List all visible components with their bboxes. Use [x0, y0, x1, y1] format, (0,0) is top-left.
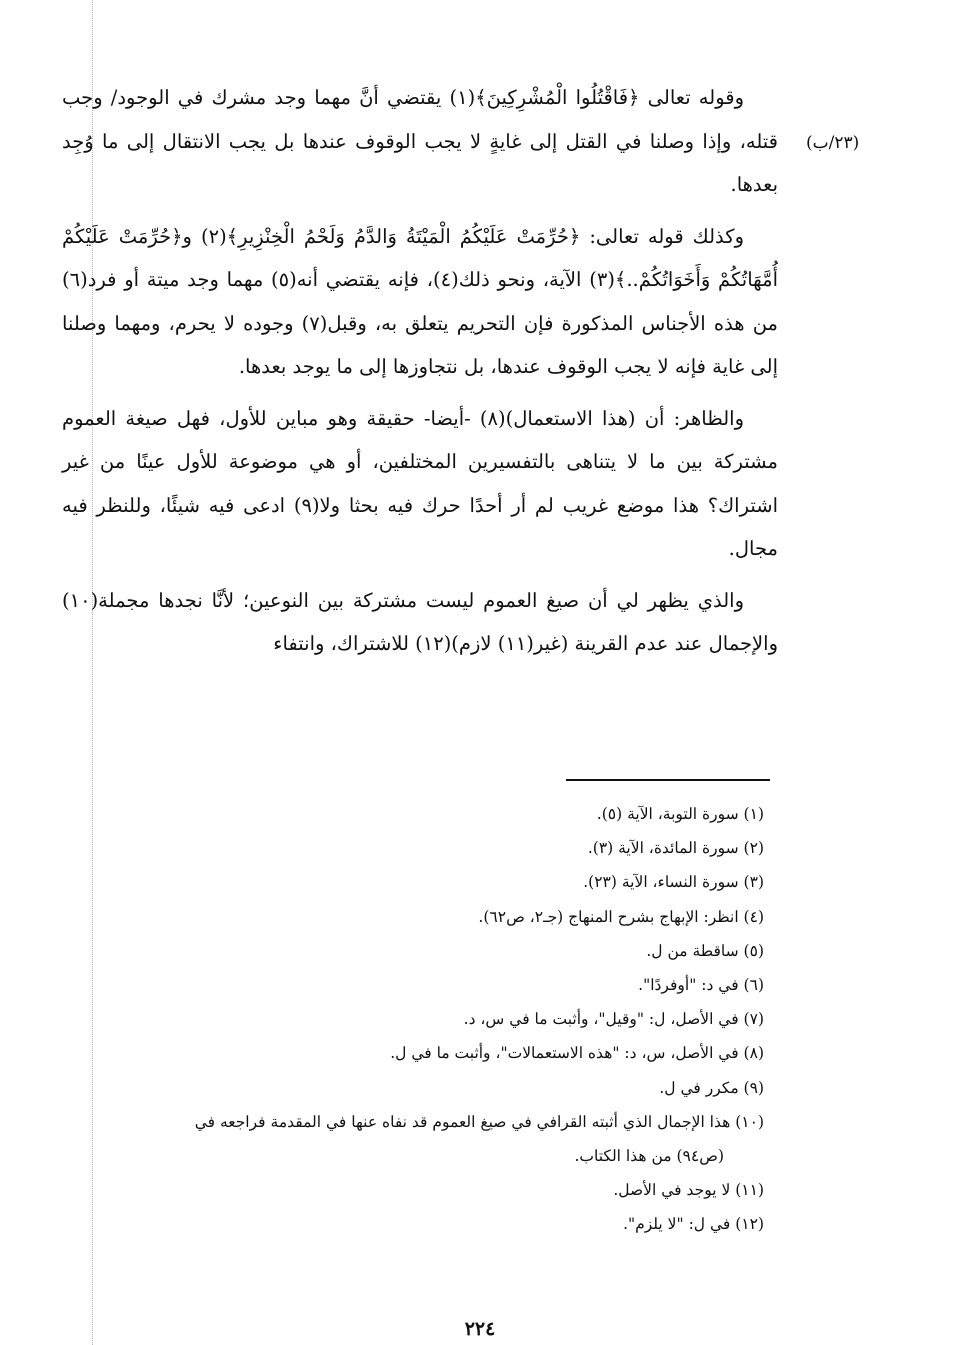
manuscript-folio-note: (٢٣/ب): [806, 133, 860, 153]
footnote-5: (٥) ساقطة من ل.: [646, 941, 764, 960]
page-number: ٢٢٤: [464, 1318, 496, 1340]
footnote-10: (١٠) هذا الإجمال الذي أثبته القرافي في صيغ العموم قد نفاه عنها في المقدمة فراجعه في: [194, 1112, 764, 1131]
footnote-10-continued: (ص٩٤) من هذا الكتاب.: [574, 1147, 724, 1166]
paragraph-4: والذي يظهر لي أن صيغ العموم ليست مشتركة بين النوعين؛ لأنَّا نجدها مجملة(١٠) والإجمال عند عدم القرينة (غير(١١) لازم)(١٢) للاشتراك، وانتفاء: [62, 588, 778, 655]
paragraph-2: وكذلك قوله تعالى: ﴿حُرِّمَتْ عَلَيْكُمُ الْمَيْتَةُ وَالدَّمُ وَلَحْمُ الْخِنْزِيرِ﴾(٢) و﴿حُرِّمَتْ عَلَيْكُمْ أُمَّهَاتُكُمْ وَأَخَوَاتُكُمْ..﴾(٣) الآية، ونحو ذلك(٤)، فإنه يقتضي أنه(٥) مهما وجد ميتة أو فرد(٦) من هذه الأجناس المذكورة فإن التحريم يتعلق به، وقبل(٧) وجوده لا يحرم، ومهما وصلنا إلى غاية فإنه لا يجب الوقوف عندها، بل نتجاوزها إلى ما يوجد بعدها.: [62, 224, 779, 378]
paragraph-1: وقوله تعالى ﴿فَاقْتُلُوا الْمُشْرِكِينَ﴾(١) يقتضي أنَّ مهما وجد مشرك في الوجود/ وجب قتله، وإذا وصلنا في القتل إلى غايةٍ لا يجب الوقوف عندها بل يجب الانتقال إلى ما وُجِد بعدها.: [62, 86, 778, 196]
footnote-separator: [566, 779, 770, 781]
footnote-11: (١١) لا يوجد في الأصل.: [613, 1181, 764, 1200]
footnote-4: (٤) انظر: الإبهاج بشرح المنهاج (جـ٢، ص٦٢).: [478, 907, 764, 926]
footnote-6: (٦) في د: "أوفردًا".: [638, 976, 764, 995]
footnote-3: (٣) سورة النساء، الآية (٢٣).: [583, 873, 764, 892]
footnote-7: (٧) في الأصل، ل: "وقيل"، وأثبت ما في س، د.: [463, 1010, 764, 1029]
footnotes: [52, 797, 764, 1242]
paragraph-3: والظاهر: أن (هذا الاستعمال)(٨) -أيضا- حقيقة وهو مباين للأول، فهل صيغة العموم مشتركة بين ما لا يتناهى بالتفسيرين المختلفين، أو هي موضوعة للأول عينًا من غير اشتراك؟ هذا موضع غريب لم أر أحدًا حرك فيه بحثا ولا(٩) ادعى فيه شيئًا، وللنظر فيه مجال.: [62, 406, 778, 560]
footnote-1: (١) سورة التوبة، الآية (٥).: [596, 805, 764, 823]
footnote-8: (٨) في الأصل، س، د: "هذه الاستعمالات"، وأثبت ما في ل.: [390, 1044, 764, 1063]
main-text: [62, 76, 778, 666]
footnote-9: (٩) مكرر في ل.: [659, 1078, 764, 1097]
footnote-2: (٢) سورة المائدة، الآية (٣).: [587, 839, 764, 858]
footnote-12: (١٢) في ل: "لا يلزم".: [623, 1215, 764, 1234]
